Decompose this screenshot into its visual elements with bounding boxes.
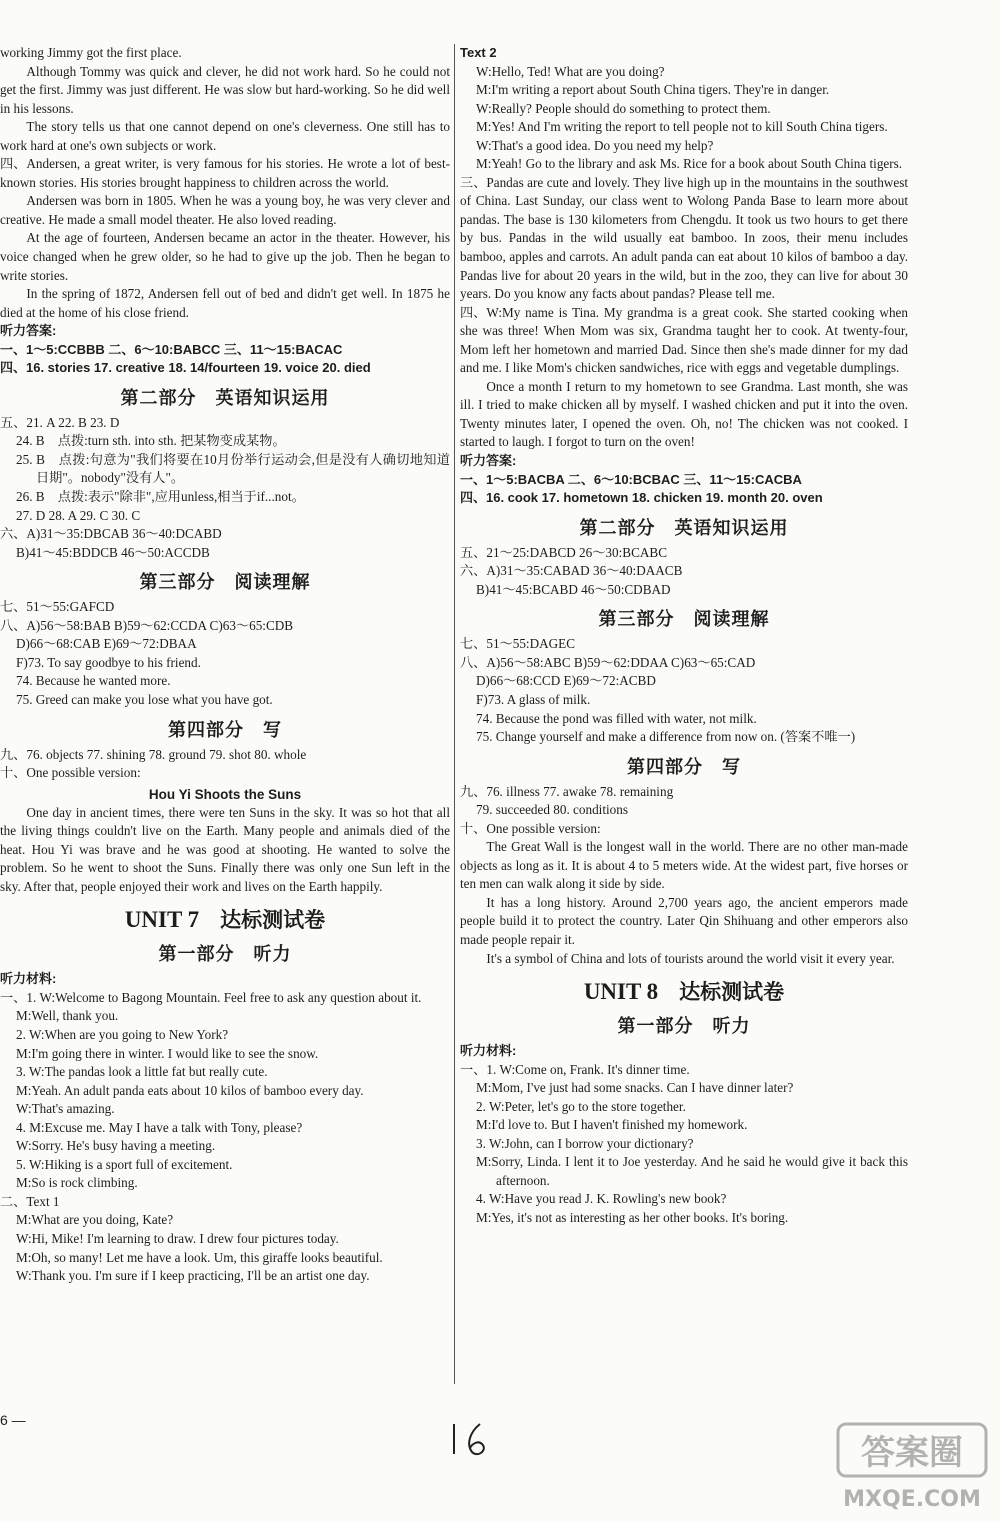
text-line: W:Thank you. I'm sure if I keep practicing, I'll be an artist one day. <box>16 1268 370 1284</box>
text-line: 3. W:The pandas look a little fat but really cute. <box>16 1064 268 1080</box>
text-line: 七、51～55:DAGEC <box>460 636 576 652</box>
text-line: Although Tommy was quick and clever, he did not work hard. So he could not get the first. Jimmy was just different. He was slow but hard-working. So he did well in his lessons. <box>0 63 450 116</box>
answer-line: Text 2 <box>460 45 497 60</box>
unit-number: UNIT 8 <box>583 979 659 1005</box>
text-line: 74. Because he wanted more. <box>16 673 171 689</box>
section-heading: 第一部分 听力 <box>158 944 292 966</box>
section-heading: 第三部分 阅读理解 <box>598 609 770 631</box>
text-line: It has a long history. Around 2,700 years ago, the ancient emperors made people build it to protect the country. Later Qin Shihuang and other emperors also made people repair it. <box>460 894 908 947</box>
text-line: 一、1. W:Welcome to Bagong Mountain. Feel free to ask any question about it. <box>0 989 422 1005</box>
text-line: F)73. A glass of milk. <box>476 691 591 707</box>
text-line: W:Hello, Ted! What are you doing? <box>476 63 665 79</box>
text-line: M:I'm going there in winter. I would like to see the snow. <box>16 1045 319 1061</box>
answer-line: 一、1～5:BACBA 二、6～10:BCBAC 三、11～15:CACBA <box>460 471 802 487</box>
section-heading: 第四部分 写 <box>168 719 282 741</box>
text-line <box>460 174 908 304</box>
text-line: F)73. To say goodbye to his friend. <box>16 654 201 670</box>
item-label: 四、 <box>0 156 27 172</box>
text-line: 十、One possible version: <box>460 820 601 836</box>
text-line: 五、21～25:DABCD 26～30:BCABC <box>460 544 667 560</box>
text-line: 5. W:Hiking is a sport full of excitement. <box>16 1156 233 1172</box>
left-column <box>0 44 450 1286</box>
text-line: It's a symbol of China and lots of tourists around the world visit it every year. <box>486 950 895 966</box>
text-line: W:That's a good idea. Do you need my help? <box>476 137 714 153</box>
answer-line: 听力材料: <box>460 1043 517 1059</box>
text-line: M:Well, thank you. <box>16 1008 119 1024</box>
text-line: 五、21. A 22. B 23. D <box>0 414 120 430</box>
text-line: The Great Wall is the longest wall in the world. There are no other man-made objects as long as it. It is about 4 to 5 meters wide. At the widest part, five horses or ten men can walk along it side by side. <box>460 839 908 892</box>
item-label: 三、 <box>460 174 487 190</box>
text-line: W:Really? People should do something to protect them. <box>476 100 771 116</box>
unit-number: UNIT 7 <box>124 907 200 933</box>
text-line: 2. W:When are you going to New York? <box>16 1026 229 1042</box>
text-line: M:Oh, so many! Let me have a look. Um, this giraffe looks beautiful. <box>16 1249 383 1265</box>
text-line: B)41～45:BDDCB 46～50:ACCDB <box>16 544 210 560</box>
svg-text:答案圈: 答案圈 <box>861 1433 963 1473</box>
text-line: 九、76. illness 77. awake 78. remaining <box>460 783 674 799</box>
essay-title: Hou Yi Shoots the Suns <box>148 786 302 802</box>
section-heading: 第二部分 英语知识运用 <box>120 387 330 409</box>
answer-line: 一、1～5:CCBBB 二、6～10:BABCC 三、11～15:BACAC <box>0 341 343 357</box>
text-line: M:Sorry, Linda. I lent it to Joe yesterday. And he said he would give it back this afternoon. <box>476 1154 908 1188</box>
text-line: D)66～68:CCD E)69～72:ACBD <box>476 673 656 689</box>
text-line: M:I'm writing a report about South China tigers. They're in danger. <box>476 82 830 98</box>
text-line: 八、A)56～58:BAB B)59～62:CCDA C)63～65:CDB <box>0 617 294 633</box>
svg-text:MXQE.COM: MXQE.COM <box>843 1487 981 1512</box>
text-line: Once a month I return to my hometown to see Grandma. Last month, she was ill. I tried to make chicken all by myself. I washed chicken and put it into the oven. Twenty minutes later, I opened the oven. Oh, no! The chicken was not cooked. I started to laugh. I forgot to turn on the oven! <box>460 378 908 450</box>
text-line: B)41～45:BCABD 46～50:CDBAD <box>476 581 671 597</box>
text-line: M:Mom, I've just had some snacks. Can I have dinner later? <box>476 1080 794 1096</box>
text-line: M:What are you doing, Kate? <box>16 1212 174 1228</box>
text-line: One day in ancient times, there were ten Suns in the sky. It was so hot that all the living things couldn't live on the Earth. Many people and animals died of the heat. Hou Yi was brave and he was good at shooting. He wanted to solve the problem. So he went to shoot the Suns. Finally there was only one Sun left in the sky. After that, people enjoyed their work and lives on the Earth happily. <box>0 804 450 894</box>
text-line: M:I'd love to. But I haven't finished my homework. <box>476 1117 748 1133</box>
text-line <box>0 155 450 192</box>
item-text: Andersen, a great writer, is very famous for his stories. He wrote a lot of best-known stories. His stories brought happiness to children across the world. <box>0 156 450 190</box>
item-label: 四、 <box>460 304 487 320</box>
text-line: 七、51～55:GAFCD <box>0 599 115 615</box>
text-line: 75. Change yourself and make a difference from now on. (答案不唯一) <box>476 729 856 745</box>
text-line: M:So is rock climbing. <box>16 1175 138 1191</box>
text-line: 六、A)31～35:CABAD 36～40:DAACB <box>460 563 683 579</box>
section-heading: 第四部分 写 <box>627 756 741 778</box>
text-line: In the spring of 1872, Andersen fell out of bed and didn't get well. In 1875 he died at the home of his close friend. <box>0 286 450 320</box>
text-line: M:Yeah! Go to the library and ask Ms. Rice for a book about South China tigers. <box>476 156 903 172</box>
answer-line: 听力答案: <box>0 323 57 339</box>
unit-title: 达标测试卷 <box>679 980 785 1005</box>
answer-line: 四、16. cook 17. hometown 18. chicken 19. month 20. oven <box>460 490 823 506</box>
text-line: 26. B 点拨:表示"除非",应用unless,相当于if...not。 <box>16 489 305 505</box>
unit-heading <box>460 976 908 1006</box>
text-line: M:Yeah. An adult panda eats about 10 kilos of bamboo every day. <box>16 1082 364 1098</box>
text-line: 2. W:Peter, let's go to the store together. <box>476 1098 686 1114</box>
column-divider <box>454 44 455 1384</box>
text-line: 九、76. objects 77. shining 78. ground 79. shot 80. whole <box>0 746 307 762</box>
text-line: 六、A)31～35:DBCAB 36～40:DCABD <box>0 526 222 542</box>
text-line: 25. B 点拨:句意为"我们将要在10月份举行运动会,但是没有人确切地知道日期"。nobody"没有人"。 <box>16 451 450 486</box>
text-line: 24. B 点拨:turn sth. into sth. 把某物变成某物。 <box>16 433 286 449</box>
item-text: W:My name is Tina. My grandma is a great cook. She started cooking when she was three! When Mom was six, Grandma taught her to cook. At twenty-four, Mom left her hometown and married Dad. Since then she's made dinner for my dad and me. I like Mom's chicken sandwiches, rice with eggs and vegetable dumplings. <box>460 304 908 376</box>
text-line: M:Yes! And I'm writing the report to tell people not to kill South China tigers. <box>476 119 888 135</box>
answer-line: 听力答案: <box>460 453 517 469</box>
page-number: 6 — <box>0 1412 26 1428</box>
text-line: 一、1. W:Come on, Frank. It's dinner time. <box>460 1061 690 1077</box>
text-line: working Jimmy got the first place. <box>0 45 182 60</box>
text-line: The story tells us that one cannot depend on one's cleverness. One still has to work hard at one's own subjects or work. <box>0 119 450 153</box>
text-line: W:Sorry. He's busy having a meeting. <box>16 1138 216 1154</box>
text-line: At the age of fourteen, Andersen became an actor in the theater. However, his voice changed when he grew older, so he had to give up the job. Then he began to write stories. <box>0 230 450 283</box>
right-column <box>460 44 908 1228</box>
section-heading: 第一部分 听力 <box>617 1016 751 1038</box>
text-line: W:That's amazing. <box>16 1101 115 1117</box>
text-line: D)66～68:CAB E)69～72:DBAA <box>16 636 197 652</box>
handwritten-page-number <box>446 1418 506 1458</box>
unit-heading <box>0 904 450 934</box>
text-line: 十、One possible version: <box>0 765 141 781</box>
text-line: 八、A)56～58:ABC B)59～62:DDAA C)63～65:CAD <box>460 654 756 670</box>
item-text: Pandas are cute and lovely. They live high up in the mountains in the southwest of China. Last Sunday, our class went to Wolong Panda Base to learn more about pandas. The base is 130 kilometers from Chengdu. It took us two hours to get there by bus. Pandas in the wild usually eat bamboo. In zoos, their menu includes bamboo, apples and carrots. An adult panda can eat about 10 kilos of bamboo a day. Pandas live for about 20 years in the wild, but in the zoo, they can live for about 30 years. Do you know any facts about pandas? Please tell me. <box>460 174 908 302</box>
text-line: W:Hi, Mike! I'm learning to draw. I drew four pictures today. <box>16 1230 339 1246</box>
section-heading: 第二部分 英语知识运用 <box>579 517 789 539</box>
unit-title: 达标测试卷 <box>220 908 326 933</box>
text-line: 4. W:Have you read J. K. Rowling's new book? <box>476 1191 727 1207</box>
text-line: M:Yes, it's not as interesting as her other books. It's boring. <box>476 1209 789 1225</box>
text-line: 4. M:Excuse me. May I have a talk with Tony, please? <box>16 1119 303 1135</box>
text-line: 75. Greed can make you lose what you have got. <box>16 691 273 707</box>
answer-line: 四、16. stories 17. creative 18. 14/fourteen 19. voice 20. died <box>0 360 371 376</box>
watermark-logo <box>832 1416 992 1516</box>
text-line <box>460 304 908 378</box>
text-line: 27. D 28. A 29. C 30. C <box>16 507 141 523</box>
text-line: 3. W:John, can I borrow your dictionary? <box>476 1135 694 1151</box>
answer-line: 听力材料: <box>0 971 57 987</box>
section-heading: 第三部分 阅读理解 <box>139 572 311 594</box>
text-line: 二、Text 1 <box>0 1193 60 1209</box>
text-line: 74. Because the pond was filled with water, not milk. <box>476 710 757 726</box>
text-line: 79. succeeded 80. conditions <box>476 802 628 818</box>
text-line: Andersen was born in 1805. When he was a young boy, he was very clever and creative. He made a small model theater. He also loved reading. <box>0 193 450 227</box>
